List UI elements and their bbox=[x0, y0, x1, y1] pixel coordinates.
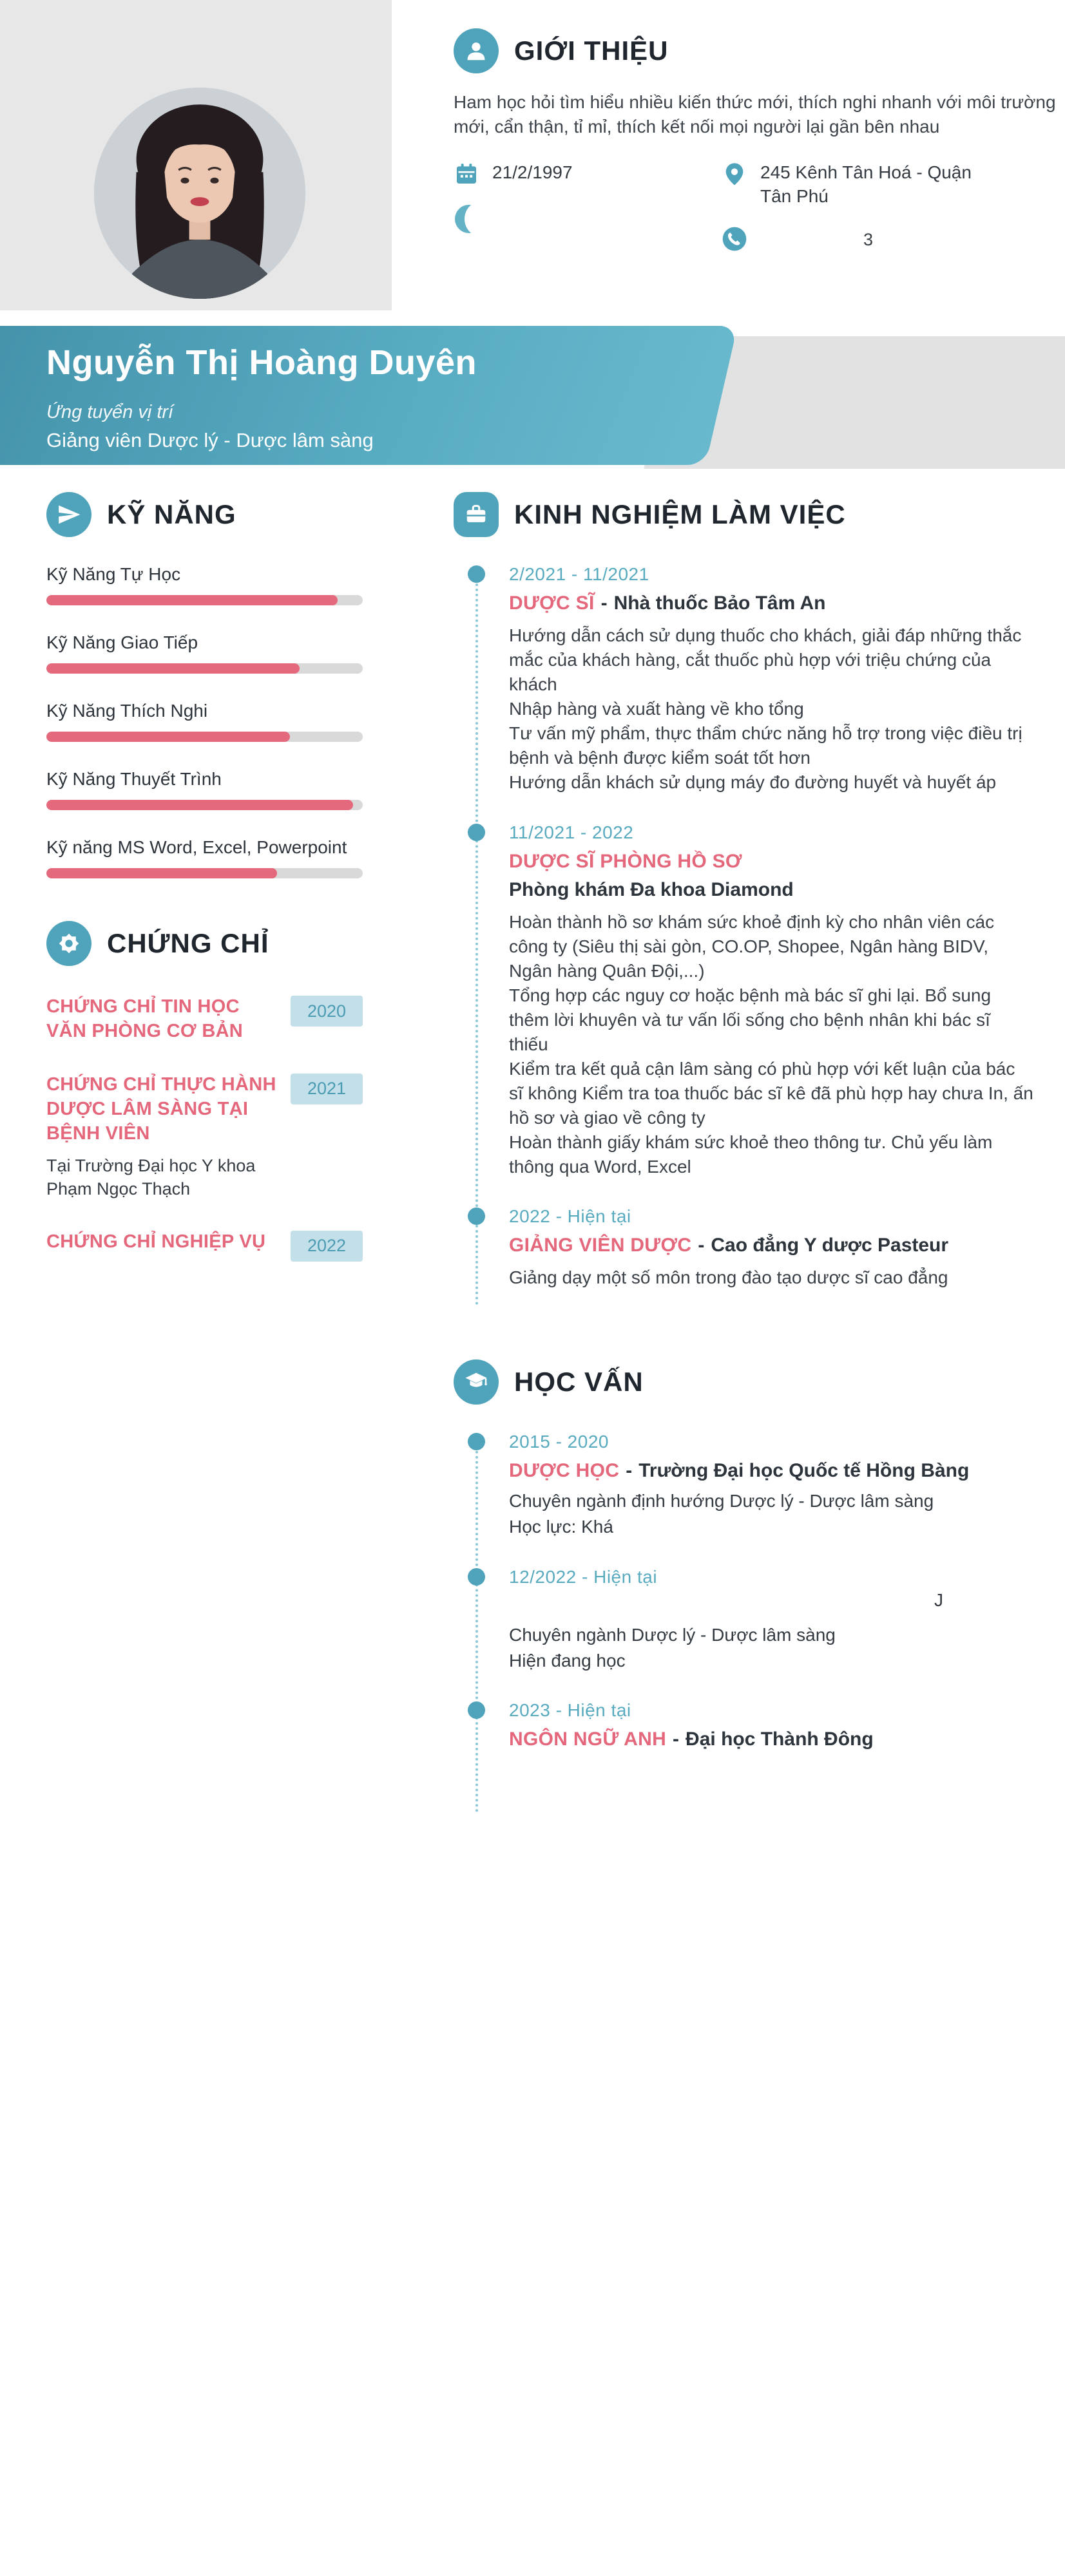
education-degree: NGÔN NGỮ ANH bbox=[509, 1728, 667, 1750]
degree-org-separator: - bbox=[673, 1728, 680, 1750]
description-line: Hướng dẫn khách sử dụng máy đo đường huyết và huyết áp bbox=[509, 772, 997, 793]
education-detail-line: Hiện đang học bbox=[509, 1650, 626, 1671]
skill-label: Kỹ năng MS Word, Excel, Powerpoint bbox=[46, 837, 347, 857]
phone-icon bbox=[722, 226, 747, 252]
apply-label: Ứng tuyển vị trí bbox=[46, 402, 174, 422]
experience-item bbox=[454, 822, 1033, 1180]
experience-role-line bbox=[509, 851, 1033, 873]
skill-label: Kỹ Năng Thuyết Trình bbox=[46, 769, 222, 789]
erased-text-remnant: J bbox=[934, 1589, 943, 1610]
experience-role-line bbox=[509, 592, 1033, 614]
education-item bbox=[454, 1432, 1033, 1540]
experience-org: Nhà thuốc Bảo Tâm An bbox=[613, 592, 826, 614]
skill-item bbox=[46, 632, 363, 674]
intro-title: GIỚI THIỆU bbox=[514, 35, 669, 66]
role-org-separator: - bbox=[600, 592, 608, 614]
intro-paragraph: Ham học hỏi tìm hiểu nhiều kiến thức mới, thích nghi nhanh với môi trường mới, cẩn thận, tỉ mỉ, thích kết nối mọi người lại gần bên nhau bbox=[454, 92, 1056, 137]
user-icon bbox=[454, 28, 499, 73]
role-org-separator: - bbox=[698, 1235, 705, 1256]
timeline-bullet bbox=[468, 1208, 485, 1225]
education-item bbox=[454, 1700, 1033, 1750]
education-org: Trường Đại học Quốc tế Hồng Bàng bbox=[638, 1460, 970, 1482]
certificate-name: CHỨNG CHỈ NGHIỆP VỤ bbox=[46, 1231, 266, 1252]
timeline-bullet bbox=[468, 1701, 485, 1719]
birthday-row bbox=[454, 161, 692, 187]
applied-position: Giảng viên Dược lý - Dược lâm sàng bbox=[46, 429, 374, 451]
education-period: 2015 - 2020 bbox=[509, 1432, 609, 1452]
description-line: Hoàn thành hồ sơ khám sức khoẻ định kỳ cho nhân viên các công ty (Siêu thị sài gòn, CO.OP, Shopee, Ngân hàng BIDV, Ngân hàng Quân Đội,...) bbox=[509, 911, 995, 981]
erased-degree-line bbox=[509, 1587, 1033, 1616]
experience-period: 2022 - Hiện tại bbox=[509, 1206, 631, 1227]
certificate-name: CHỨNG CHỈ TIN HỌC VĂN PHÒNG CƠ BẢN bbox=[46, 996, 244, 1042]
education-detail-line: Chuyên ngành định hướng Dược lý - Dược lâm sàng bbox=[509, 1491, 934, 1511]
skill-bar bbox=[46, 595, 363, 605]
education-header bbox=[454, 1359, 1033, 1405]
birthday-value: 21/2/1997 bbox=[492, 162, 573, 183]
phone-row bbox=[722, 226, 1024, 252]
experience-org: Cao đẳng Y dược Pasteur bbox=[711, 1235, 949, 1256]
experience-period: 11/2021 - 2022 bbox=[509, 822, 634, 842]
skill-bar bbox=[46, 732, 363, 742]
certificate-item bbox=[46, 1072, 363, 1201]
photo-background bbox=[0, 0, 392, 310]
experience-role: DƯỢC SĨ PHÒNG HỒ SƠ bbox=[509, 850, 742, 872]
briefcase-icon bbox=[454, 492, 499, 537]
paper-plane-icon bbox=[46, 492, 91, 537]
candidate-name: Nguyễn Thị Hoàng Duyên bbox=[46, 343, 477, 382]
skill-item bbox=[46, 837, 363, 878]
experience-header bbox=[454, 492, 1033, 537]
description-line: Hoàn thành giấy khám sức khoẻ theo thông tư. Chủ yếu làm thông qua Word, Excel bbox=[509, 1132, 993, 1177]
timeline-bullet bbox=[468, 565, 485, 583]
timeline-bullet bbox=[468, 1568, 485, 1586]
skill-label: Kỹ Năng Thích Nghi bbox=[46, 701, 208, 721]
phone-remnant: 3 bbox=[863, 229, 874, 249]
contact-col-left bbox=[454, 161, 692, 252]
skill-bar bbox=[46, 800, 363, 810]
education-org: Đại học Thành Đông bbox=[686, 1728, 874, 1750]
degree-org-separator: - bbox=[626, 1460, 633, 1482]
certificate-year-badge: 2021 bbox=[291, 1074, 363, 1104]
description-line: Tư vấn mỹ phẩm, thực thẩm chức năng hỗ trợ trong việc điều trị bệnh và bệnh được kiểm soát tốt hơn bbox=[509, 723, 1022, 768]
timeline-bullet bbox=[468, 1433, 485, 1450]
education-period: 12/2022 - Hiện tại bbox=[509, 1566, 658, 1587]
timeline-bullet bbox=[468, 824, 485, 841]
education-period: 2023 - Hiện tại bbox=[509, 1700, 631, 1721]
education-degree-line bbox=[509, 1460, 1033, 1482]
skills-title: KỸ NĂNG bbox=[107, 499, 236, 529]
description-line: Nhập hàng và xuất hàng về kho tổng bbox=[509, 699, 804, 719]
profile-photo bbox=[94, 88, 305, 299]
certificate-item bbox=[46, 1229, 363, 1254]
experience-org: Phòng khám Đa khoa Diamond bbox=[509, 878, 794, 900]
education-timeline bbox=[454, 1432, 1033, 1812]
calendar-icon bbox=[454, 161, 479, 187]
skill-bar bbox=[46, 663, 363, 674]
education-section bbox=[454, 1359, 1033, 1812]
education-title: HỌC VẤN bbox=[514, 1367, 644, 1397]
education-details bbox=[509, 1488, 1033, 1540]
description-line: Giảng dạy một số môn trong đào tạo dược sĩ cao đẳng bbox=[509, 1267, 948, 1288]
experience-description bbox=[509, 623, 1033, 795]
education-detail-line: Chuyên ngành Dược lý - Dược lâm sàng bbox=[509, 1624, 836, 1645]
contact-info bbox=[454, 161, 1062, 252]
skill-item bbox=[46, 701, 363, 742]
experience-description bbox=[509, 1265, 1033, 1289]
experience-timeline bbox=[454, 564, 1033, 1305]
intro-header bbox=[454, 28, 1062, 73]
certificate-note: Tại Trường Đại học Y khoa Phạm Ngọc Thạch bbox=[46, 1156, 256, 1198]
experience-role: GIẢNG VIÊN DƯỢC bbox=[509, 1235, 692, 1256]
education-details bbox=[509, 1622, 1033, 1674]
description-line: Tổng hợp các nguy cơ hoặc bệnh mà bác sĩ ghi lại. Bổ sung thêm lời khuyên và tư vấn lối sống cho bệnh nhân khi bác sĩ thiếu bbox=[509, 985, 992, 1054]
certificates-title: CHỨNG CHỈ bbox=[107, 928, 269, 958]
experience-role-line bbox=[509, 1235, 1033, 1256]
name-banner bbox=[0, 326, 1065, 465]
experience-item bbox=[454, 1206, 1033, 1289]
skill-bar-fill bbox=[46, 800, 353, 810]
main-column bbox=[454, 492, 1033, 1812]
skill-item bbox=[46, 769, 363, 810]
education-degree: DƯỢC HỌC bbox=[509, 1460, 620, 1482]
sidebar bbox=[46, 492, 363, 1254]
address-value: 245 Kênh Tân Hoá - Quận Tân Phú bbox=[760, 162, 972, 206]
skill-label: Kỹ Năng Tự Học bbox=[46, 564, 181, 584]
skill-bar-fill bbox=[46, 663, 300, 674]
location-pin-icon bbox=[722, 161, 747, 187]
certificate-name: CHỨNG CHỈ THỰC HÀNH DƯỢC LÂM SÀNG TẠI BỆNH VIÊN bbox=[46, 1074, 276, 1144]
experience-period: 2/2021 - 11/2021 bbox=[509, 564, 649, 584]
skill-bar-fill bbox=[46, 868, 277, 878]
certificate-year-badge: 2020 bbox=[291, 996, 363, 1027]
experience-title: KINH NGHIỆM LÀM VIỆC bbox=[514, 499, 846, 529]
address-row bbox=[722, 161, 1024, 208]
certificates-section bbox=[46, 921, 363, 1254]
erased-icon-remnant bbox=[455, 205, 483, 233]
education-detail-line: Học lực: Khá bbox=[509, 1517, 613, 1537]
certificate-item bbox=[46, 994, 363, 1044]
certificate-year-badge: 2022 bbox=[291, 1231, 363, 1262]
experience-description bbox=[509, 910, 1033, 1180]
description-line: Kiểm tra kết quả cận lâm sàng có phù hợp với kết luận của bác sĩ không Kiểm tra toa thuốc bác sĩ kê đã phù hợp hay chưa In, ấn hồ sơ và giao về công ty bbox=[509, 1059, 1033, 1128]
skill-bar-fill bbox=[46, 595, 338, 605]
certificates-header bbox=[46, 921, 363, 966]
experience-role: DƯỢC SĨ bbox=[509, 592, 595, 614]
contact-col-right bbox=[722, 161, 1024, 252]
education-item bbox=[454, 1567, 1033, 1674]
skill-bar bbox=[46, 868, 363, 878]
skills-header bbox=[46, 492, 363, 537]
seal-icon bbox=[46, 921, 91, 966]
skill-item bbox=[46, 564, 363, 605]
graduation-cap-icon bbox=[454, 1359, 499, 1405]
experience-item bbox=[454, 564, 1033, 795]
avatar-illustration bbox=[94, 88, 305, 299]
skill-label: Kỹ Năng Giao Tiếp bbox=[46, 632, 198, 652]
description-line: Hướng dẫn cách sử dụng thuốc cho khách, giải đáp những thắc mắc của khách hàng, cắt thuốc phù hợp với triệu chứng của khách bbox=[509, 625, 1022, 695]
education-degree-line bbox=[509, 1728, 1033, 1750]
banner-text bbox=[46, 343, 477, 452]
skill-bar-fill bbox=[46, 732, 290, 742]
intro-section bbox=[454, 28, 1062, 252]
